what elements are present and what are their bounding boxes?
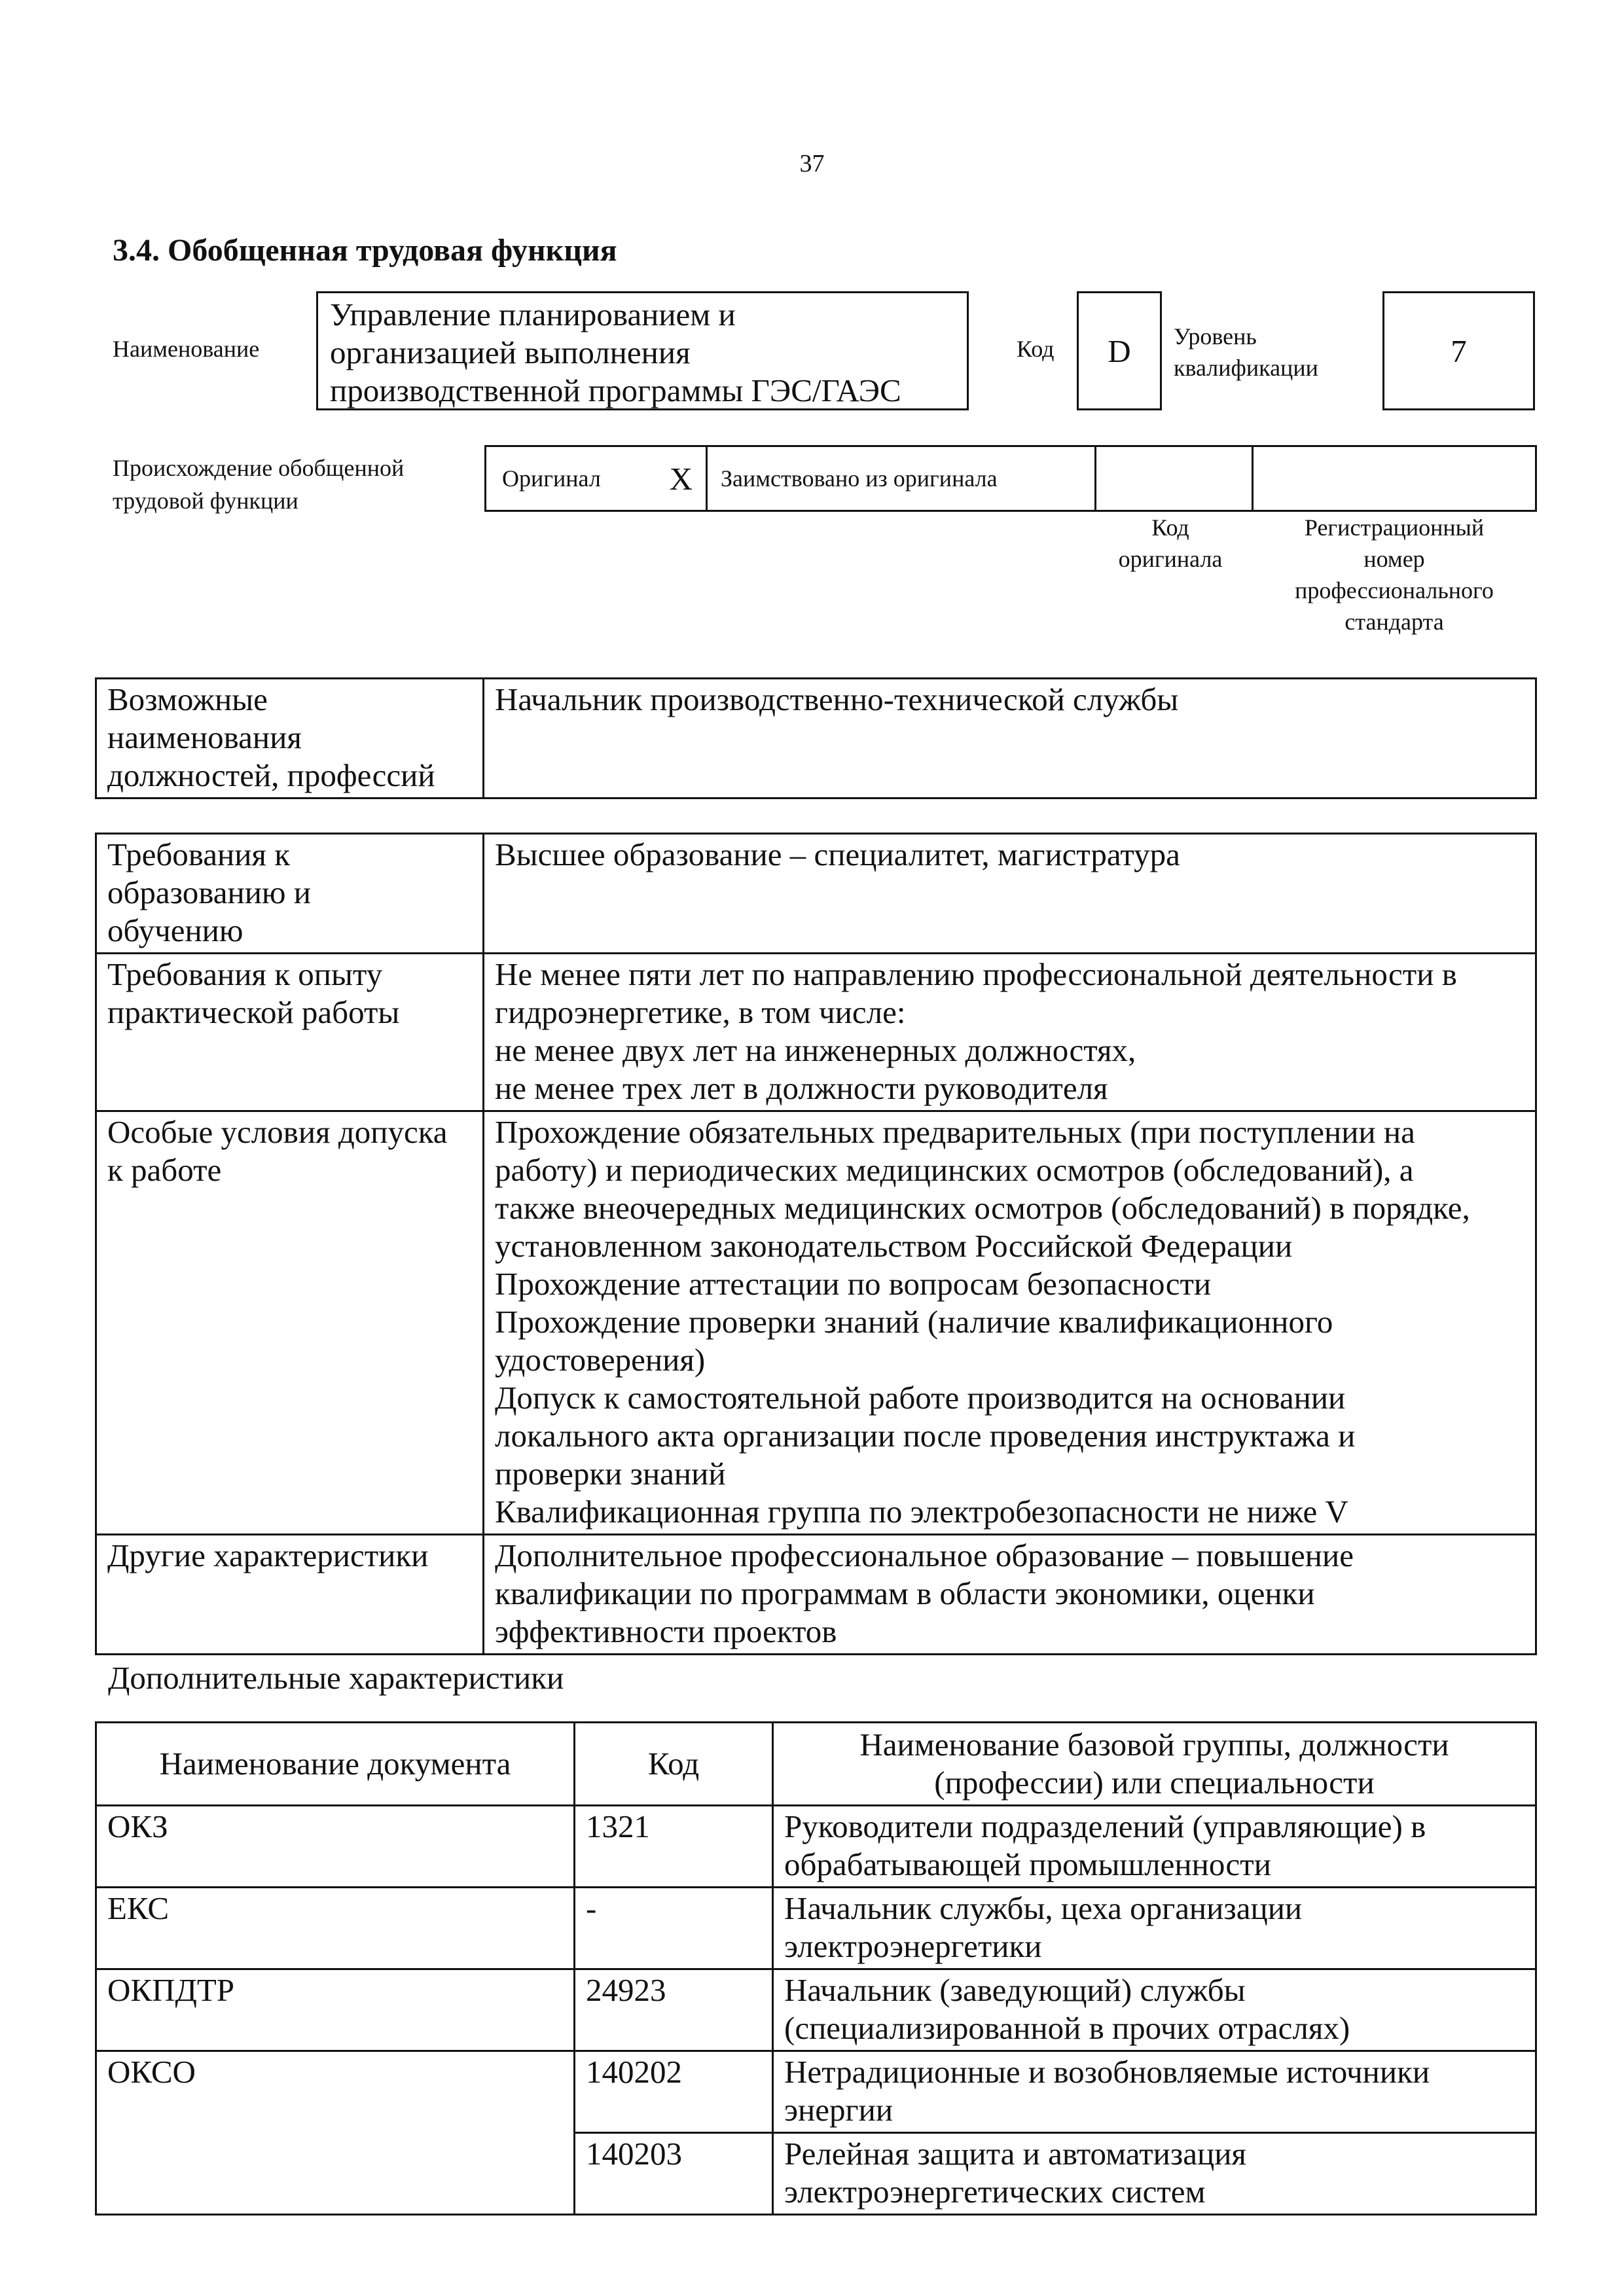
table-row	[96, 954, 1536, 1111]
table-row	[96, 834, 1536, 954]
value-line: энергии	[784, 2092, 893, 2128]
label-line: должностей, профессий	[107, 757, 435, 793]
header-code: Код	[575, 1723, 773, 1806]
table-row	[96, 1535, 1536, 1655]
value-line: Квалификационная группа по электробезопасности не ниже V	[495, 1494, 1348, 1530]
value-line: Прохождение обязательных предварительных (при поступлении на	[495, 1114, 1415, 1150]
requirement-label-cell	[96, 834, 484, 954]
reg-number-caption	[1254, 512, 1535, 637]
positions-table	[95, 677, 1537, 799]
doc-cell: ОКСО	[96, 2051, 575, 2215]
value-line: Нетрадиционные и возобновляемые источники	[784, 2054, 1430, 2090]
level-label-line: квалификации	[1174, 355, 1318, 381]
value-line: квалификации по программам в области экономики, оценки	[495, 1575, 1315, 1611]
positions-label-cell	[96, 679, 484, 798]
table-row	[96, 1969, 1536, 2051]
level-value: 7	[1451, 332, 1467, 369]
value-line: Релейная защита и автоматизация	[784, 2136, 1246, 2172]
requirement-value-cell	[484, 1111, 1536, 1535]
table-row	[96, 1806, 1536, 1888]
code-cell: 140203	[575, 2133, 773, 2215]
group-name-cell	[773, 1888, 1536, 1969]
value-line: локального акта организации после проведения инструктажа и	[495, 1418, 1356, 1454]
section-title: 3.4. Обобщенная трудовая функция	[113, 233, 617, 268]
value-line: не менее трех лет в должности руководителя	[495, 1070, 1108, 1106]
origin-label-line: трудовой функции	[113, 488, 298, 514]
name-label: Наименование	[113, 336, 260, 362]
reg-number-cell	[1254, 447, 1535, 510]
original-code-caption	[1092, 512, 1249, 575]
value-line: работу) и периодических медицинских осмотров (обследований), а	[495, 1152, 1414, 1188]
additional-title: Дополнительные характеристики	[108, 1660, 564, 1696]
value-line: проверки знаний	[495, 1456, 726, 1492]
value-line: установленном законодательством Российской Федерации	[495, 1228, 1293, 1264]
requirement-label-cell	[96, 1535, 484, 1655]
table-row	[96, 1111, 1536, 1535]
caption-line: оригинала	[1118, 546, 1223, 572]
level-label-line: Уровень	[1174, 323, 1257, 350]
group-name-cell	[773, 1806, 1536, 1888]
table-row	[96, 1888, 1536, 1969]
value-line: гидроэнергетике, в том числе:	[495, 994, 906, 1030]
requirement-label-cell	[96, 1111, 484, 1535]
requirement-value-cell	[484, 834, 1536, 954]
borrowed-label: Заимствовано из оригинала	[721, 465, 998, 492]
original-code-cell	[1096, 447, 1254, 510]
value-line: Допуск к самостоятельной работе производится на основании	[495, 1380, 1346, 1416]
table-row	[96, 2051, 1536, 2133]
value-line: Прохождение проверки знаний (наличие квалификационного	[495, 1304, 1333, 1340]
code-label: Код	[1017, 336, 1055, 362]
borrowed-cell	[708, 447, 1096, 510]
function-name-line: производственной программы ГЭС/ГАЭС	[330, 372, 901, 408]
value-line: электроэнергетики	[784, 1928, 1042, 1964]
header-document: Наименование документа	[96, 1723, 575, 1806]
caption-line: Регистрационный	[1304, 514, 1485, 541]
value-line: Руководители подразделений (управляющие) в	[784, 1808, 1426, 1844]
requirement-value-cell	[484, 1535, 1536, 1655]
origin-label	[113, 452, 404, 517]
label-line: Особые условия допуска	[107, 1114, 448, 1150]
label-line: Требования к опыту	[107, 956, 383, 992]
label-line: к работе	[107, 1152, 222, 1188]
value-line: Начальник (заведующий) службы	[784, 1972, 1246, 2008]
positions-value-cell	[484, 679, 1536, 798]
code-cell: -	[575, 1888, 773, 1969]
additional-table	[95, 1721, 1537, 2215]
value-line: Дополнительное профессиональное образование – повышение	[495, 1537, 1354, 1573]
positions-value: Начальник производственно-технической службы	[495, 681, 1179, 717]
value-line: электроэнергетических систем	[784, 2174, 1206, 2210]
function-name-line: Управление планированием и	[330, 296, 736, 332]
table-header-row	[96, 1723, 1536, 1806]
value-line: также внеочередных медицинских осмотров (обследований) в порядке,	[495, 1190, 1470, 1226]
page-number: 37	[799, 150, 825, 177]
code-cell: 1321	[575, 1806, 773, 1888]
label-line: обучению	[107, 912, 244, 948]
level-label	[1174, 321, 1318, 384]
value-line: удостоверения)	[495, 1342, 706, 1378]
caption-line: номер	[1363, 546, 1425, 572]
group-name-cell	[773, 2051, 1536, 2133]
original-mark: X	[669, 460, 693, 497]
caption-line: стандарта	[1344, 609, 1444, 635]
original-cell	[486, 447, 708, 510]
function-name-line: организацией выполнения	[330, 334, 691, 370]
doc-cell: ОКЗ	[96, 1806, 575, 1888]
requirements-table	[95, 833, 1537, 1655]
group-name-cell	[773, 2133, 1536, 2215]
caption-line: профессионального	[1295, 577, 1494, 603]
value-line: обрабатывающей промышленности	[784, 1846, 1271, 1882]
requirement-label-cell	[96, 954, 484, 1111]
group-name-cell	[773, 1969, 1536, 2051]
table-row	[96, 679, 1536, 798]
level-value-box	[1382, 291, 1535, 410]
value-line: не менее двух лет на инженерных должностях,	[495, 1032, 1136, 1068]
label-line: наименования	[107, 719, 302, 755]
doc-cell: ЕКС	[96, 1888, 575, 1969]
value-line: Прохождение аттестации по вопросам безопасности	[495, 1266, 1212, 1302]
origin-box	[484, 445, 1537, 512]
doc-cell: ОКПДТР	[96, 1969, 575, 2051]
caption-line: Код	[1151, 514, 1189, 541]
origin-label-line: Происхождение обобщенной	[113, 455, 405, 481]
label-line: Требования к	[107, 836, 291, 872]
code-value-box	[1077, 291, 1162, 410]
function-name-box	[316, 291, 969, 410]
header-group-name: Наименование базовой группы, должности (профессии) или специальности	[773, 1723, 1536, 1806]
requirement-value-cell	[484, 954, 1536, 1111]
label-line: Другие характеристики	[107, 1537, 429, 1573]
code-cell: 140202	[575, 2051, 773, 2133]
code-cell: 24923	[575, 1969, 773, 2051]
label-line: практической работы	[107, 994, 400, 1030]
original-label: Оригинал	[502, 465, 601, 492]
value-line: эффективности проектов	[495, 1613, 837, 1649]
label-line: Возможные	[107, 681, 268, 717]
value-line: Не менее пяти лет по направлению профессиональной деятельности в	[495, 956, 1457, 992]
label-line: образованию и	[107, 874, 312, 910]
code-value: D	[1108, 332, 1131, 369]
value-line: Высшее образование – специалитет, магистратура	[495, 836, 1180, 872]
value-line: (специализированной в прочих отраслях)	[784, 2010, 1350, 2046]
value-line: Начальник службы, цеха организации	[784, 1890, 1303, 1926]
